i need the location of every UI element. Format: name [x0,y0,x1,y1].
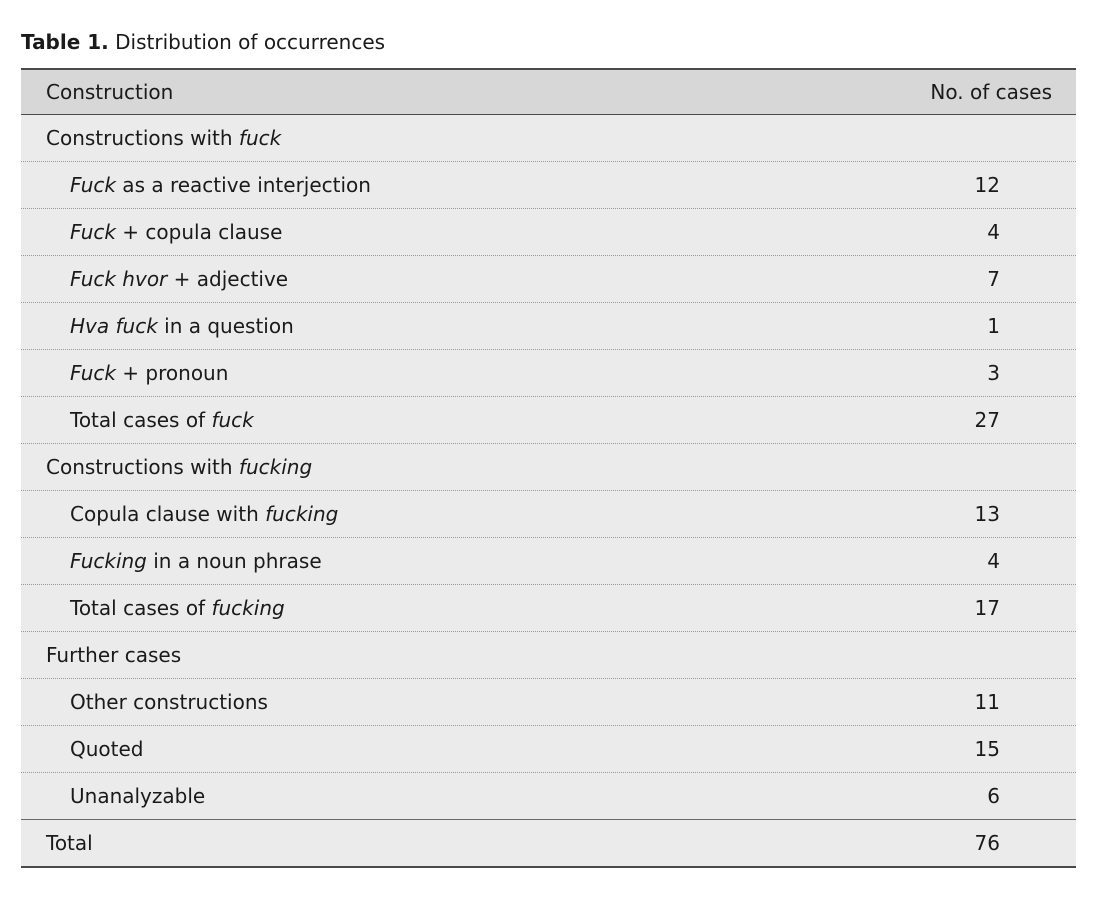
table-row [21,772,1076,819]
table-section-row [21,631,1076,678]
row-label-part: in a question [157,314,294,338]
row-label [70,538,322,584]
row-label-part: Unanalyzable [70,784,206,808]
row-label [70,350,228,396]
table-total-row [21,819,1076,866]
row-label-part: Other constructions [70,690,268,714]
row-label-part: Fucking [70,549,147,573]
row-label-part: Fuck [70,173,116,197]
row-value: 7 [987,267,1000,291]
row-value: 27 [974,408,1000,432]
row-label-part: Fuck hvor [70,267,168,291]
row-label-part: + adjective [167,267,289,291]
row-label-part: in a noun phrase [146,549,322,573]
header-construction: Construction [46,80,174,104]
row-label-part: Constructions with [46,455,239,479]
table-row [21,584,1076,631]
row-label-part: Quoted [70,737,144,761]
row-label [46,820,93,866]
row-label [70,397,254,443]
row-label-part: Total cases of [70,408,212,432]
row-value: 11 [974,690,1000,714]
row-label [46,444,312,490]
row-label [70,585,285,631]
table-row [21,490,1076,537]
row-label [46,632,181,678]
row-label [70,491,338,537]
table-title: Distribution of occurrences [115,30,386,54]
row-value: 4 [987,549,1000,573]
row-value: 4 [987,220,1000,244]
table-row [21,537,1076,584]
row-label [70,773,205,819]
row-label-part: fucking [238,455,313,479]
table-caption [21,28,385,56]
row-value: 76 [974,831,1000,855]
row-label [46,115,281,161]
row-value: 13 [974,502,1000,526]
table-row [21,302,1076,349]
row-value: 15 [974,737,1000,761]
row-label [70,726,144,772]
row-label [70,162,371,208]
table-row [21,161,1076,208]
table-body [21,115,1076,866]
row-label-part: Constructions with [46,126,239,150]
row-label-part: Fuck [70,220,116,244]
row-label-part: Copula clause with [70,502,266,526]
row-value: 3 [987,361,1000,385]
table-row [21,725,1076,772]
row-value: 6 [987,784,1000,808]
table-row [21,396,1076,443]
row-label-part: Hva fuck [70,314,158,338]
table-row [21,349,1076,396]
row-value: 1 [987,314,1000,338]
row-label [70,303,294,349]
row-label-part: + copula clause [115,220,283,244]
row-value: 17 [974,596,1000,620]
occurrences-table [21,68,1076,868]
row-label-part: fucking [211,596,285,620]
row-label-part: as a reactive interjection [115,173,371,197]
row-value: 12 [974,173,1000,197]
table-row [21,255,1076,302]
row-label-part: fuck [211,408,254,432]
row-label-part: + pronoun [115,361,229,385]
row-label [70,256,288,302]
row-label-part: Total cases of [70,596,212,620]
table-header [21,70,1076,115]
row-label-part: fuck [238,126,282,150]
row-label-part: Further cases [46,643,182,667]
row-label-part: Total [46,831,93,855]
table-row [21,208,1076,255]
table-section-row [21,115,1076,161]
table-row [21,678,1076,725]
table-label: Table 1. [21,30,109,54]
header-cases: No. of cases [930,80,1052,104]
row-label [70,209,282,255]
row-label-part: Fuck [70,361,116,385]
row-label-part: fucking [265,502,339,526]
table-section-row [21,443,1076,490]
row-label [70,679,268,725]
